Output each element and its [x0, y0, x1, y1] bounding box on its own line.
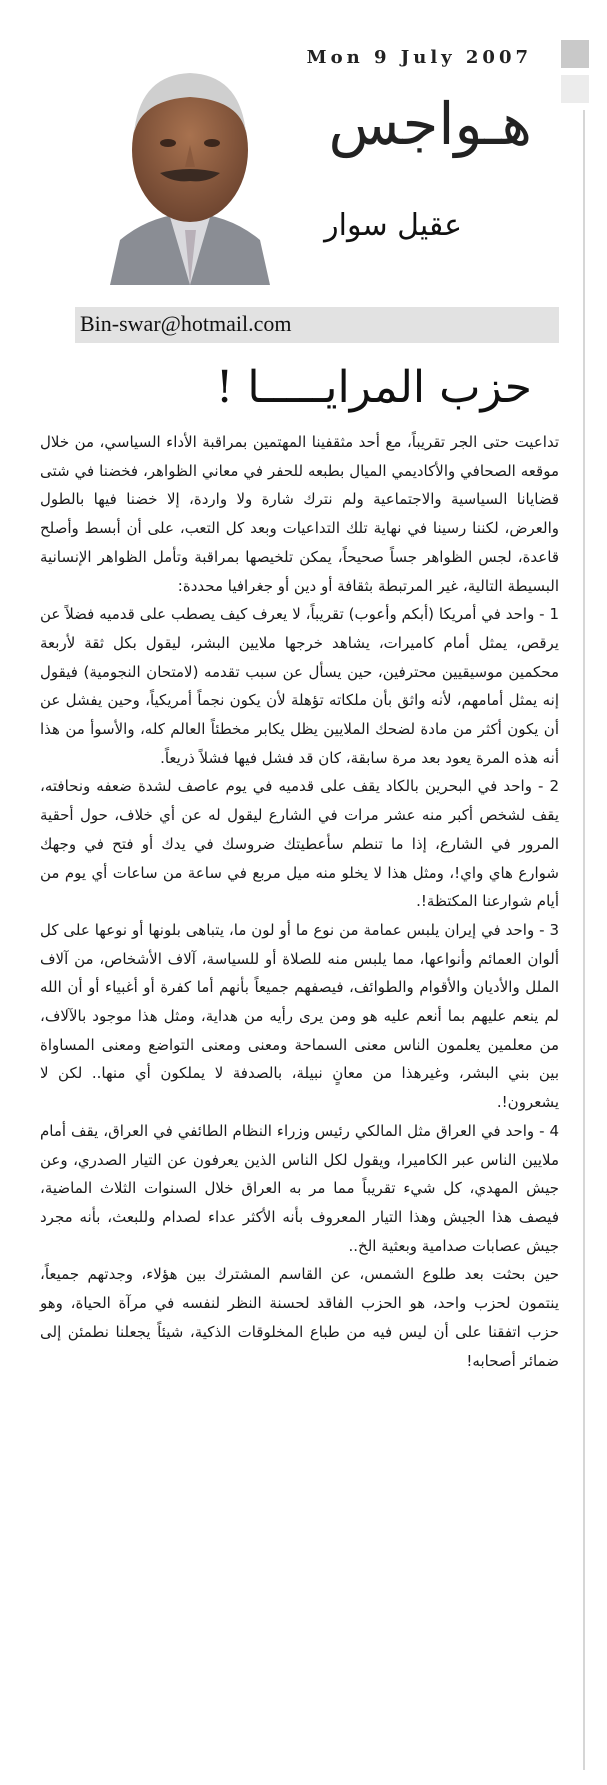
article-body: [40, 428, 559, 1375]
page-border-line: [583, 110, 585, 1770]
paragraph-3: 3 - واحد في إيران يلبس عمامة من نوع ما أو لون ما، يتباهى بلونها أو نوعها على كل ألوان العمائم وأنواعها، مما يلبس منه للصلاة أو للسياسة، آلاف الأشخاص، من آلاف الملل والأديان والأقوام والطوائف، فيصفهم جميعاً بأنهم أما كفرة أو أغبياء أو أن الله لم ينعم عليهم بما أنعم عليه هو ومن يرى رأيه من هداية، ومثل هذا موجود بالآلاف، من معلمين يعلمون الناس معنى السماحة ومعنى ومعنى التواضع ومعنى المساواة بين بني البشر، وغيرهذا من معانٍ نبيلة، بالصدفة لا يملكون أي منها.. لكن لا يشعرون!.: [40, 920, 559, 1112]
author-name: عقيل سوار: [324, 208, 462, 243]
corner-square-light: [561, 75, 589, 103]
paragraph-4: 4 - واحد في العراق مثل المالكي رئيس وزراء النظام الطائفي في العراق، يقف أمام ملايين الناس عبر الكاميرا، ويقول لكل الناس الذين يعرفون عن التيار الصدري، وعن جيش المهدي، كل شيء تقريباً مما مر به العراق خلال السنوات الثلاث الماضية، فيصف هذا الجيش وهذا التيار المعروف بأنه الأكثر عداء لصدام وللبعث، بأنه مجرد جيش عصابات صدامية وبعثية الخ..: [40, 1121, 559, 1255]
paragraph-conclusion: حين بحثت بعد طلوع الشمس، عن القاسم المشترك بين هؤلاء، وجدتهم جميعاً، ينتمون لحزب واحد، هو الحزب الفاقد لحسنة النظر لنفسه في مرآة الحياة، وهو حزب اتفقنا على أن ليس فيه من طباع المخلوقات الذكية، شيئاً يجعلنا نطمئن إلى ضمائر أصحابه!: [40, 1265, 559, 1370]
column-title: هـواجس: [328, 90, 532, 158]
paragraph-intro: تداعيت حتى الجر تقريباً، مع أحد مثقفينا المهتمين بمراقبة الأداء السياسي، من خلال موقعه الصحافي والأكاديمي الميال بطبعه للحفر في معاني الظواهر، فخضنا في شتى قضايانا السياسية والاجتماعية ولم نترك شارة ولا واردة، إلا خضنا فيها بالطول والعرض، لكننا رسينا في نهاية تلك التداعيات وبعد كل التعب، على أن أبسط وأصلح قاعدة، لجس الظواهر جساً صحيحاً، يمكن تلخيصها بمراقبة وتأمل الظواهر الإنسانية البسيطة التالية، غير المرتبطة بثقافة أو دين أو جغرافيا محددة:: [40, 433, 559, 595]
article-headline: حزب المرايـــــا !: [215, 362, 532, 413]
paragraph-1: 1 - واحد في أمريكا (أبكم وأعوب) تقريباً، لا يعرف كيف يصطب على قدميه فضلاً عن يرقص، يمثل أمام كاميرات، يشاهد خرجها ملايين البشر، ليقول بكل ثقة لأربعة محكمين موسيقيين محترفين، حين يسأل عن سبب تقدمه (لامتحان النجومية) فيقول إنه يمثل أمامهم، لأنه واثق بأن ملكاته تؤهلة لأن يكون نجماً أمريكياً، وحين يفشل عن أن يكون أكثر من مادة لضحك الملايين يظل يكابر مخطئاً العالم كله، والأسوأ من هذا أنه هذه المرة يعود بعد مرة سابقة، كان قد فشل فيها فشلاً ذريعاً.: [40, 605, 559, 767]
paragraph-2: 2 - واحد في البحرين بالكاد يقف على قدميه في يوم عاصف لشدة ضعفه ونحافته، يقف لشخص أكبر منه عشر مرات في الشارع ليقول له عن أي خلاف، حول أحقية المرور في الشارع، إذا ما تنطم سأعطيتك ضروسك في يدك أو فتح في وجهك شوارع هاي واي!، ومثل هذا لا يخلو منه ميل مربع في ساعة من ساعات أي يوم من أيام شوارعنا المكتظة!.: [40, 777, 559, 911]
corner-square: [561, 40, 589, 68]
author-portrait: [90, 45, 290, 285]
author-email[interactable]: Bin-swar@hotmail.com: [80, 311, 292, 336]
issue-date: Mon 9 July 2007: [306, 47, 532, 68]
